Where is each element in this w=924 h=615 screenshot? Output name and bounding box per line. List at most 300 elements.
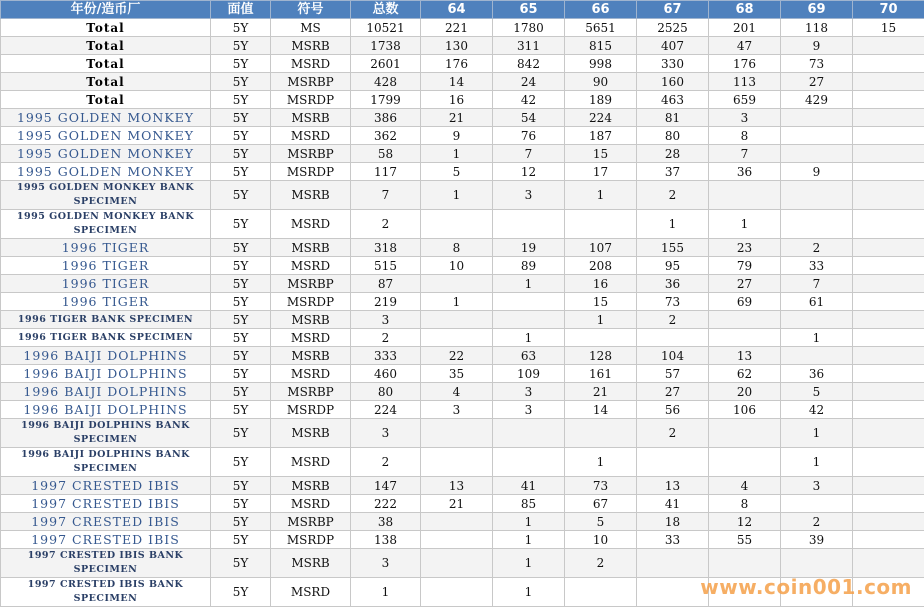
table-cell: 1	[637, 210, 709, 239]
table-cell: 429	[781, 91, 853, 109]
table-cell	[853, 91, 924, 109]
table-cell	[421, 419, 493, 448]
table-cell	[853, 495, 924, 513]
table-cell: 2601	[351, 55, 421, 73]
table-cell: 2	[565, 549, 637, 578]
table-cell: 13	[637, 477, 709, 495]
table-cell: 13	[709, 347, 781, 365]
table-row	[1, 329, 924, 347]
table-cell: 79	[709, 257, 781, 275]
table-cell: 138	[351, 531, 421, 549]
row-label: 1997 CRESTED IBIS	[1, 495, 211, 513]
table-cell	[421, 513, 493, 531]
table-cell: 13	[421, 477, 493, 495]
table-cell: 1	[493, 531, 565, 549]
column-header: 64	[421, 1, 493, 19]
table-cell: 36	[709, 163, 781, 181]
table-cell	[853, 73, 924, 91]
table-cell: 1	[565, 311, 637, 329]
table-cell	[853, 311, 924, 329]
table-cell: 515	[351, 257, 421, 275]
table-cell: 1	[493, 513, 565, 531]
row-label: 1995 GOLDEN MONKEY BANK SPECIMEN	[1, 210, 211, 239]
row-label: 1995 GOLDEN MONKEY	[1, 109, 211, 127]
table-cell	[493, 419, 565, 448]
row-label: 1996 BAIJI DOLPHINS BANK SPECIMEN	[1, 419, 211, 448]
table-cell: 21	[565, 383, 637, 401]
table-cell: 10521	[351, 19, 421, 37]
table-cell: 14	[565, 401, 637, 419]
table-cell: 2525	[637, 19, 709, 37]
row-label: 1996 TIGER	[1, 293, 211, 311]
table-cell: 85	[493, 495, 565, 513]
table-cell: 155	[637, 239, 709, 257]
table-cell: MSRD	[271, 55, 351, 73]
table-cell: 24	[493, 73, 565, 91]
table-cell: 36	[781, 365, 853, 383]
table-cell: MSRB	[271, 239, 351, 257]
table-cell	[781, 210, 853, 239]
table-cell	[853, 239, 924, 257]
table-cell	[853, 347, 924, 365]
table-cell: 117	[351, 163, 421, 181]
table-cell: 5Y	[211, 73, 271, 91]
row-label: Total	[1, 91, 211, 109]
table-cell: 1	[565, 448, 637, 477]
table-cell: 35	[421, 365, 493, 383]
table-cell: 5Y	[211, 383, 271, 401]
table-cell: 2	[781, 239, 853, 257]
table-cell: 73	[565, 477, 637, 495]
table-cell	[853, 109, 924, 127]
table-cell: 9	[781, 37, 853, 55]
table-cell: 5Y	[211, 275, 271, 293]
watermark: www.coin001.com	[700, 575, 912, 599]
table-cell	[853, 477, 924, 495]
table-cell: MSRB	[271, 347, 351, 365]
row-label: 1995 GOLDEN MONKEY BANK SPECIMEN	[1, 181, 211, 210]
row-label: 1997 CRESTED IBIS	[1, 477, 211, 495]
table-cell: 58	[351, 145, 421, 163]
table-cell: MSRBP	[271, 275, 351, 293]
column-header: 年份/造币厂	[1, 1, 211, 19]
row-label: 1996 BAIJI DOLPHINS BANK SPECIMEN	[1, 448, 211, 477]
table-cell: 80	[351, 383, 421, 401]
row-label: 1997 CRESTED IBIS	[1, 531, 211, 549]
column-header: 符号	[271, 1, 351, 19]
row-label: 1996 BAIJI DOLPHINS	[1, 383, 211, 401]
table-cell: 9	[781, 163, 853, 181]
table-cell: MSRB	[271, 419, 351, 448]
row-label: 1996 BAIJI DOLPHINS	[1, 347, 211, 365]
table-cell: 5Y	[211, 578, 271, 607]
table-cell: 407	[637, 37, 709, 55]
table-cell: 9	[421, 127, 493, 145]
table-cell: MSRD	[271, 578, 351, 607]
table-cell: 63	[493, 347, 565, 365]
table-cell: MSRD	[271, 365, 351, 383]
table-cell: 109	[493, 365, 565, 383]
table-cell: 5Y	[211, 91, 271, 109]
row-label: 1997 CRESTED IBIS BANK SPECIMEN	[1, 578, 211, 607]
header-row	[1, 1, 924, 19]
table-cell: 33	[781, 257, 853, 275]
table-row	[1, 495, 924, 513]
table-cell	[637, 578, 709, 607]
table-cell: 5Y	[211, 55, 271, 73]
table-cell: 1	[565, 181, 637, 210]
table-cell: 5	[781, 383, 853, 401]
column-header: 69	[781, 1, 853, 19]
column-header: 65	[493, 1, 565, 19]
table-cell: MSRB	[271, 37, 351, 55]
table-cell: 67	[565, 495, 637, 513]
table-cell: 5Y	[211, 37, 271, 55]
table-cell: 4	[709, 477, 781, 495]
row-label: Total	[1, 73, 211, 91]
table-cell: 113	[709, 73, 781, 91]
table-cell: 428	[351, 73, 421, 91]
row-label: Total	[1, 19, 211, 37]
column-header: 70	[853, 1, 924, 19]
table-cell	[853, 293, 924, 311]
table-cell: 3	[781, 477, 853, 495]
table-cell: 2	[351, 210, 421, 239]
table-cell: 5Y	[211, 239, 271, 257]
table-cell	[781, 549, 853, 578]
table-row	[1, 109, 924, 127]
row-label: 1996 TIGER	[1, 257, 211, 275]
table-cell: 5Y	[211, 109, 271, 127]
row-label: 1997 CRESTED IBIS	[1, 513, 211, 531]
row-label: 1996 TIGER BANK SPECIMEN	[1, 311, 211, 329]
table-cell: MSRB	[271, 477, 351, 495]
table-cell: 176	[709, 55, 781, 73]
table-cell: 128	[565, 347, 637, 365]
table-cell: 10	[565, 531, 637, 549]
table-cell	[853, 513, 924, 531]
table-row	[1, 145, 924, 163]
table-cell	[565, 419, 637, 448]
table-cell	[853, 163, 924, 181]
table-cell: 1	[421, 181, 493, 210]
table-cell: 1	[493, 329, 565, 347]
table-cell	[853, 275, 924, 293]
table-cell: 460	[351, 365, 421, 383]
table-cell	[853, 401, 924, 419]
table-cell: 5Y	[211, 257, 271, 275]
table-cell	[853, 210, 924, 239]
row-label: 1995 GOLDEN MONKEY	[1, 163, 211, 181]
table-cell: 54	[493, 109, 565, 127]
table-cell: 1	[351, 578, 421, 607]
table-cell: 5Y	[211, 549, 271, 578]
table-cell: 224	[351, 401, 421, 419]
table-cell: MSRB	[271, 181, 351, 210]
table-cell: MSRBP	[271, 145, 351, 163]
table-cell: MSRBP	[271, 513, 351, 531]
table-cell	[853, 145, 924, 163]
table-cell: 90	[565, 73, 637, 91]
table-cell: 81	[637, 109, 709, 127]
table-cell: 73	[637, 293, 709, 311]
table-cell	[781, 109, 853, 127]
table-cell: 106	[709, 401, 781, 419]
table-cell: 95	[637, 257, 709, 275]
table-cell	[853, 181, 924, 210]
table-cell: 5Y	[211, 293, 271, 311]
table-cell	[637, 448, 709, 477]
table-cell: 61	[781, 293, 853, 311]
table-cell: 2	[637, 181, 709, 210]
table-cell: 21	[421, 495, 493, 513]
table-cell	[421, 531, 493, 549]
table-cell: 2	[781, 513, 853, 531]
table-row	[1, 549, 924, 578]
table-cell: 161	[565, 365, 637, 383]
table-cell: 7	[351, 181, 421, 210]
table-row	[1, 513, 924, 531]
row-label: 1996 BAIJI DOLPHINS	[1, 365, 211, 383]
table-cell	[493, 210, 565, 239]
table-cell: MSRDP	[271, 91, 351, 109]
table-cell: 3	[493, 401, 565, 419]
table-cell: 5Y	[211, 145, 271, 163]
row-label: Total	[1, 55, 211, 73]
table-cell: 1	[781, 329, 853, 347]
table-cell: 362	[351, 127, 421, 145]
table-cell: 118	[781, 19, 853, 37]
table-cell: 5Y	[211, 127, 271, 145]
table-cell	[853, 329, 924, 347]
table-cell: 76	[493, 127, 565, 145]
table-row	[1, 37, 924, 55]
table-cell: 33	[637, 531, 709, 549]
table-cell: 5Y	[211, 210, 271, 239]
table-cell: MSRBP	[271, 383, 351, 401]
table-cell: 224	[565, 109, 637, 127]
table-cell: 5	[565, 513, 637, 531]
table-cell: MSRDP	[271, 401, 351, 419]
table-cell: 89	[493, 257, 565, 275]
table-row	[1, 55, 924, 73]
table-cell	[709, 311, 781, 329]
table-cell: 176	[421, 55, 493, 73]
table-cell: 1	[421, 145, 493, 163]
table-cell: 842	[493, 55, 565, 73]
table-cell: 107	[565, 239, 637, 257]
row-label: 1996 TIGER	[1, 275, 211, 293]
table-cell: 38	[351, 513, 421, 531]
table-row	[1, 73, 924, 91]
table-cell: 1	[709, 210, 781, 239]
table-cell: 318	[351, 239, 421, 257]
table-cell: 330	[637, 55, 709, 73]
table-row	[1, 127, 924, 145]
table-cell: 208	[565, 257, 637, 275]
table-cell: 3	[351, 311, 421, 329]
table-row	[1, 163, 924, 181]
table-cell: 7	[709, 145, 781, 163]
table-cell: MSRD	[271, 210, 351, 239]
table-cell: 386	[351, 109, 421, 127]
table-cell: 21	[421, 109, 493, 127]
table-cell: 16	[565, 275, 637, 293]
table-cell: 3	[493, 181, 565, 210]
table-row	[1, 181, 924, 210]
table-cell: 5Y	[211, 513, 271, 531]
table-cell	[853, 365, 924, 383]
table-row	[1, 257, 924, 275]
table-cell: 815	[565, 37, 637, 55]
table-cell: 57	[637, 365, 709, 383]
row-label: 1996 BAIJI DOLPHINS	[1, 401, 211, 419]
row-label: Total	[1, 37, 211, 55]
column-header: 66	[565, 1, 637, 19]
table-cell	[709, 549, 781, 578]
row-label: 1996 TIGER	[1, 239, 211, 257]
table-row	[1, 419, 924, 448]
column-header: 67	[637, 1, 709, 19]
table-cell: 5Y	[211, 365, 271, 383]
table-cell	[853, 419, 924, 448]
table-cell	[781, 127, 853, 145]
table-row	[1, 275, 924, 293]
table-cell: 15	[565, 145, 637, 163]
table-cell	[709, 181, 781, 210]
table-cell	[781, 181, 853, 210]
table-cell: 5	[421, 163, 493, 181]
table-cell	[781, 347, 853, 365]
table-cell	[781, 145, 853, 163]
table-cell: 5Y	[211, 495, 271, 513]
table-cell: 3	[421, 401, 493, 419]
table-cell: 1738	[351, 37, 421, 55]
table-cell: 1799	[351, 91, 421, 109]
table-cell: 7	[781, 275, 853, 293]
table-cell: 659	[709, 91, 781, 109]
table-cell	[709, 329, 781, 347]
table-cell: 187	[565, 127, 637, 145]
table-cell	[709, 448, 781, 477]
table-cell: 5Y	[211, 181, 271, 210]
row-label: 1996 TIGER BANK SPECIMEN	[1, 329, 211, 347]
table-cell: 7	[493, 145, 565, 163]
table-cell: 160	[637, 73, 709, 91]
table-cell	[421, 311, 493, 329]
table-row	[1, 91, 924, 109]
table-cell	[853, 127, 924, 145]
table-cell: 5Y	[211, 329, 271, 347]
table-body	[1, 19, 924, 607]
table-cell: 17	[565, 163, 637, 181]
table-cell: 19	[493, 239, 565, 257]
table-cell: 56	[637, 401, 709, 419]
table-cell	[421, 329, 493, 347]
table-cell	[853, 383, 924, 401]
table-cell: MSRD	[271, 495, 351, 513]
table-cell: 222	[351, 495, 421, 513]
table-row	[1, 365, 924, 383]
table-cell: MSRD	[271, 448, 351, 477]
table-cell: 5Y	[211, 401, 271, 419]
table-cell: 27	[637, 383, 709, 401]
table-cell: 47	[709, 37, 781, 55]
table-cell: 42	[781, 401, 853, 419]
table-cell	[709, 419, 781, 448]
table-cell: 130	[421, 37, 493, 55]
row-label: 1995 GOLDEN MONKEY	[1, 127, 211, 145]
table-cell: 1	[493, 275, 565, 293]
table-cell: 27	[709, 275, 781, 293]
table-cell: 147	[351, 477, 421, 495]
table-row	[1, 531, 924, 549]
table-cell: 23	[709, 239, 781, 257]
table-cell: 1780	[493, 19, 565, 37]
table-cell: 10	[421, 257, 493, 275]
table-cell: 20	[709, 383, 781, 401]
table-cell	[853, 257, 924, 275]
table-cell: 15	[853, 19, 924, 37]
table-row	[1, 383, 924, 401]
table-cell: 5Y	[211, 347, 271, 365]
table-cell: 998	[565, 55, 637, 73]
table-cell: 28	[637, 145, 709, 163]
table-cell: 5Y	[211, 311, 271, 329]
table-cell: MSRB	[271, 549, 351, 578]
table-cell: MSRBP	[271, 73, 351, 91]
table-cell: 80	[637, 127, 709, 145]
table-cell: 42	[493, 91, 565, 109]
table-cell: 18	[637, 513, 709, 531]
table-cell	[853, 37, 924, 55]
table-cell: 1	[493, 549, 565, 578]
table-cell: 62	[709, 365, 781, 383]
table-cell: 55	[709, 531, 781, 549]
table-cell	[853, 448, 924, 477]
column-header: 68	[709, 1, 781, 19]
table-cell: 5Y	[211, 19, 271, 37]
table-cell: 5651	[565, 19, 637, 37]
table-cell: 311	[493, 37, 565, 55]
table-cell: MSRB	[271, 311, 351, 329]
table-cell	[781, 311, 853, 329]
table-cell: 2	[351, 448, 421, 477]
table-cell: 12	[493, 163, 565, 181]
table-cell	[781, 495, 853, 513]
table-row	[1, 347, 924, 365]
table-cell	[565, 210, 637, 239]
table-cell: MSRDP	[271, 163, 351, 181]
table-cell	[853, 55, 924, 73]
table-cell: MSRD	[271, 257, 351, 275]
table-cell	[421, 210, 493, 239]
table-cell	[565, 329, 637, 347]
table-cell: 15	[565, 293, 637, 311]
table-cell: 1	[493, 578, 565, 607]
table-row	[1, 293, 924, 311]
table-cell: 14	[421, 73, 493, 91]
table-cell: 8	[421, 239, 493, 257]
table-row	[1, 477, 924, 495]
table-cell	[637, 549, 709, 578]
table-cell: 201	[709, 19, 781, 37]
table-cell: 3	[351, 549, 421, 578]
table-cell: 104	[637, 347, 709, 365]
table-cell: 22	[421, 347, 493, 365]
table-cell: 41	[637, 495, 709, 513]
table-cell: 2	[637, 419, 709, 448]
